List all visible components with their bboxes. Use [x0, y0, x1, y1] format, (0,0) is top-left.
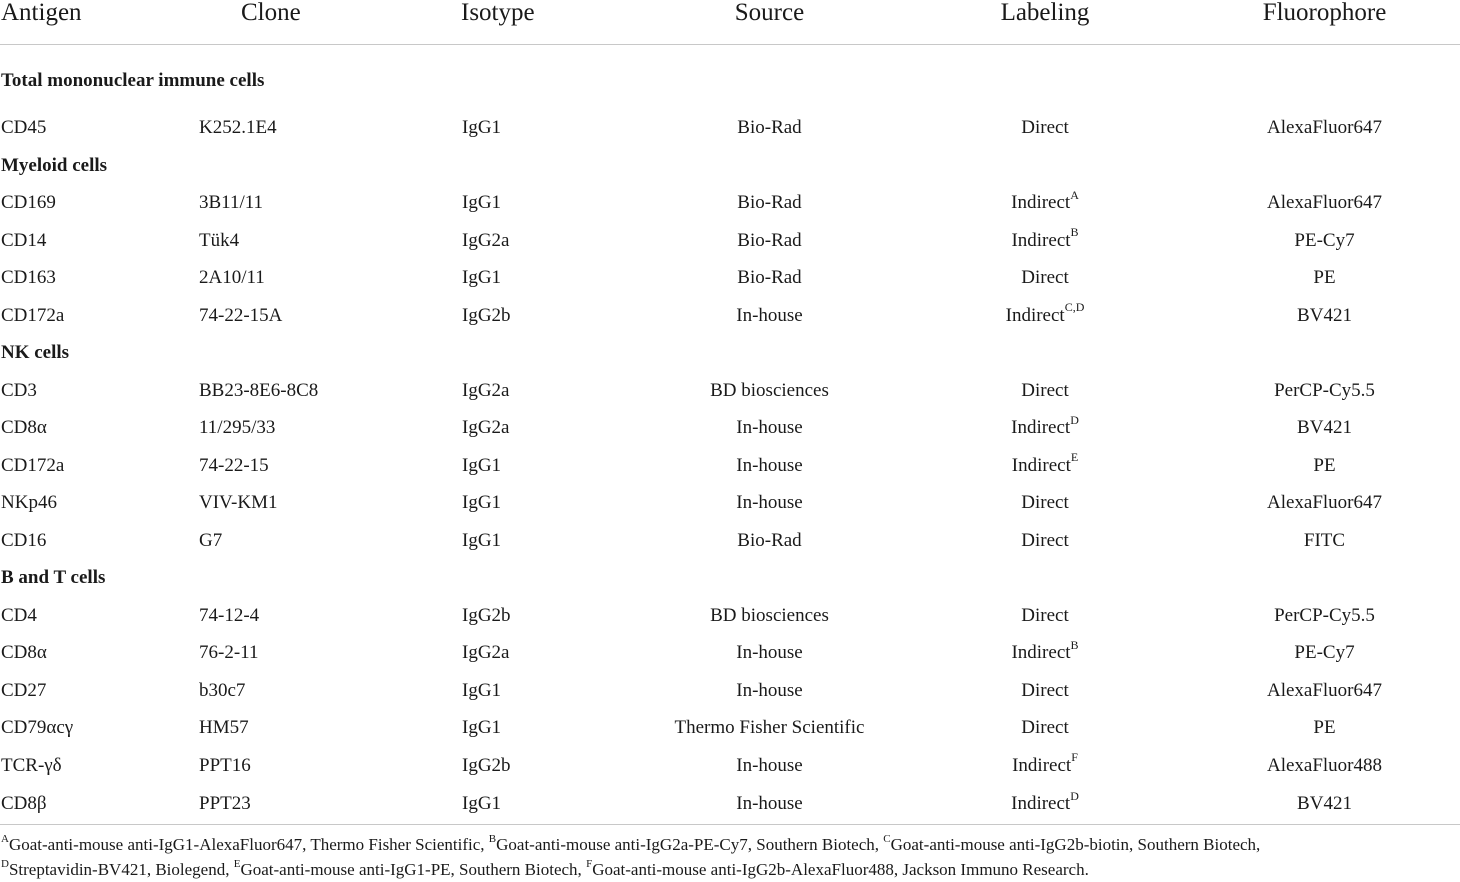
- cell-isotype: IgG2a: [462, 417, 510, 438]
- footnote-text: Streptavidin-BV421, Biolegend,: [8, 860, 234, 879]
- cell-source: In-house: [736, 754, 803, 776]
- cell-antigen: CD27: [1, 679, 47, 701]
- cell-labeling: [901, 222, 1189, 260]
- table-row: [0, 297, 1460, 335]
- cell-antigen: CD45: [1, 117, 47, 138]
- cell-fluorophore: PE-Cy7: [1294, 229, 1355, 251]
- cell-isotype: IgG1: [462, 492, 502, 513]
- cell-isotype: IgG2a: [462, 379, 510, 401]
- table-row: [0, 409, 1460, 447]
- labeling-text: Indirect: [1011, 192, 1071, 213]
- cell-isotype: IgG2b: [462, 754, 511, 776]
- cell-source: Thermo Fisher Scientific: [674, 717, 865, 738]
- cell-labeling: [901, 409, 1189, 447]
- group-title: Myeloid cells: [1, 154, 108, 176]
- cell-labeling: [901, 522, 1189, 560]
- group-row: [0, 559, 1460, 597]
- table-row: [0, 709, 1460, 747]
- cell-fluorophore: AlexaFluor488: [1266, 754, 1383, 776]
- cell-antigen: CD8β: [0, 784, 199, 825]
- cell-labeling: [901, 634, 1189, 672]
- cell-antigen: NKp46: [1, 492, 57, 513]
- cell-antigen: CD172a: [1, 454, 65, 476]
- cell-clone: Tük4: [199, 229, 240, 251]
- labeling-text: Direct: [1021, 492, 1069, 513]
- header-clone: Clone: [199, 0, 461, 45]
- cell-isotype: IgG1: [462, 529, 502, 551]
- labeling-text: Indirect: [1012, 754, 1072, 776]
- cell-clone: BB23-8E6-8C8: [199, 379, 319, 401]
- cell-source: Bio-Rad: [737, 529, 802, 551]
- cell-clone: 74-12-4: [199, 604, 260, 626]
- table-row: [0, 484, 1460, 522]
- cell-clone: b30c7: [199, 679, 246, 701]
- footnote-mark: E: [233, 858, 241, 871]
- header-source: Source: [638, 0, 901, 45]
- footnote-mark: F: [586, 858, 593, 871]
- labeling-text: Direct: [1021, 529, 1069, 551]
- footnote-mark: C: [883, 833, 891, 846]
- footnote-line-1: [1, 832, 1460, 857]
- table-row: [0, 522, 1460, 560]
- group-title: NK cells: [1, 342, 70, 363]
- footnote-line-2: [1, 857, 1460, 882]
- table-footnote: [1, 832, 1460, 882]
- cell-isotype: IgG2b: [462, 304, 511, 326]
- cell-clone: 2A10/11: [199, 267, 265, 288]
- footnote-mark: B: [488, 833, 497, 846]
- cell-clone: PPT23: [199, 784, 461, 825]
- cell-fluorophore: PE: [1313, 267, 1336, 288]
- cell-source: In-house: [736, 417, 803, 438]
- cell-source: Bio-Rad: [737, 192, 802, 213]
- cell-fluorophore: PE: [1313, 454, 1336, 476]
- labeling-text: Direct: [1021, 679, 1069, 701]
- labeling-footnote-mark: B: [1070, 637, 1079, 652]
- cell-source: BD biosciences: [710, 604, 829, 626]
- header-antigen: Antigen: [0, 0, 199, 45]
- labeling-footnote-mark: A: [1070, 187, 1079, 202]
- table-row: [0, 597, 1460, 635]
- footnote-text: Goat-anti-mouse anti-IgG2b-AlexaFluor488, Jackson Immuno Research.: [592, 860, 1089, 879]
- labeling-text: Direct: [1021, 604, 1069, 626]
- cell-source: In-house: [736, 454, 803, 476]
- labeling-footnote-mark: D: [1070, 788, 1079, 803]
- cell-labeling: [901, 784, 1189, 825]
- cell-isotype: IgG1: [462, 192, 502, 213]
- labeling-footnote-mark: C,D: [1064, 300, 1085, 315]
- cell-antigen: CD8α: [1, 642, 47, 663]
- table-row: [0, 184, 1460, 222]
- cell-labeling: [901, 297, 1189, 335]
- labeling-footnote-mark: F: [1071, 750, 1078, 765]
- cell-isotype: IgG2a: [462, 229, 510, 251]
- labeling-text: Indirect: [1011, 793, 1071, 815]
- cell-fluorophore: BV421: [1189, 784, 1460, 825]
- cell-source: In-house: [736, 642, 803, 663]
- cell-clone: HM57: [199, 717, 249, 738]
- table-row: [0, 372, 1460, 410]
- cell-antigen: CD172a: [1, 304, 65, 326]
- cell-fluorophore: FITC: [1303, 529, 1346, 551]
- cell-labeling: [901, 184, 1189, 222]
- table-row: [0, 259, 1460, 297]
- table-row: [0, 447, 1460, 485]
- cell-labeling: [901, 747, 1189, 785]
- cell-fluorophore: AlexaFluor647: [1266, 192, 1383, 213]
- cell-clone: 74-22-15A: [199, 304, 283, 326]
- group-title: B and T cells: [1, 567, 106, 588]
- cell-source: In-house: [638, 784, 901, 825]
- cell-antigen: TCR-γδ: [1, 754, 62, 776]
- footnote-mark: A: [1, 833, 9, 846]
- cell-source: BD biosciences: [710, 379, 829, 401]
- cell-fluorophore: BV421: [1297, 304, 1352, 326]
- cell-antigen: CD163: [1, 267, 56, 288]
- header-fluorophore: Fluorophore: [1189, 0, 1460, 45]
- group-row: [0, 334, 1460, 372]
- cell-source: In-house: [736, 492, 803, 513]
- cell-labeling: [901, 672, 1189, 710]
- cell-labeling: [901, 709, 1189, 747]
- cell-antigen: CD169: [1, 192, 56, 213]
- header-isotype: Isotype: [461, 0, 638, 45]
- table-row: [0, 747, 1460, 785]
- table-row: [0, 222, 1460, 260]
- cell-isotype: IgG2a: [462, 642, 510, 663]
- labeling-footnote-mark: D: [1070, 412, 1079, 427]
- table-row: [0, 634, 1460, 672]
- header-row: [0, 0, 1460, 45]
- cell-isotype: IgG1: [462, 454, 502, 476]
- labeling-footnote-mark: E: [1070, 450, 1079, 465]
- labeling-text: Direct: [1021, 117, 1069, 138]
- cell-antigen: CD14: [1, 229, 47, 251]
- cell-fluorophore: PerCP-Cy5.5: [1274, 379, 1375, 401]
- labeling-text: Indirect: [1011, 642, 1071, 663]
- cell-labeling: [901, 484, 1189, 522]
- labeling-text: Direct: [1021, 717, 1069, 738]
- cell-antigen: CD4: [1, 604, 37, 626]
- footnote-text: Goat-anti-mouse anti-IgG1-PE, Southern Biotech,: [240, 860, 587, 879]
- cell-isotype: IgG1: [461, 784, 638, 825]
- footnote-text: Goat-anti-mouse anti-IgG2b-biotin, Southern Biotech,: [890, 835, 1261, 854]
- cell-clone: 11/295/33: [199, 417, 276, 438]
- footnote-text: Goat-anti-mouse anti-IgG2a-PE-Cy7, Southern Biotech,: [496, 835, 884, 854]
- cell-clone: 3B11/11: [199, 192, 264, 213]
- labeling-text: Direct: [1021, 267, 1069, 288]
- cell-fluorophore: AlexaFluor647: [1266, 492, 1383, 513]
- table-row: [0, 784, 1460, 825]
- cell-labeling: [901, 372, 1189, 410]
- table-row: [0, 672, 1460, 710]
- cell-clone: VIV-KM1: [199, 492, 278, 513]
- table-header: [0, 0, 1460, 45]
- cell-fluorophore: AlexaFluor647: [1266, 117, 1383, 138]
- table-row: [0, 109, 1460, 147]
- cell-fluorophore: PerCP-Cy5.5: [1274, 604, 1375, 626]
- cell-clone: PPT16: [199, 754, 251, 776]
- cell-isotype: IgG2b: [462, 604, 511, 626]
- cell-labeling: [901, 259, 1189, 297]
- group-title: Total mononuclear immune cells: [1, 70, 265, 91]
- cell-antigen: CD3: [1, 379, 37, 401]
- group-row: [0, 45, 1460, 110]
- cell-clone: G7: [199, 529, 223, 551]
- cell-fluorophore: BV421: [1297, 417, 1352, 438]
- header-labeling: Labeling: [901, 0, 1189, 45]
- cell-source: In-house: [736, 304, 803, 326]
- footnote-text: Goat-anti-mouse anti-IgG1-AlexaFluor647, Thermo Fisher Scientific,: [8, 835, 489, 854]
- cell-source: Bio-Rad: [737, 229, 802, 251]
- cell-source: Bio-Rad: [737, 267, 802, 288]
- footnote-mark: D: [1, 858, 9, 871]
- cell-isotype: IgG1: [462, 267, 502, 288]
- labeling-text: Indirect: [1011, 454, 1071, 476]
- labeling-text: Indirect: [1011, 229, 1071, 251]
- cell-labeling: [901, 447, 1189, 485]
- labeling-text: Indirect: [1011, 417, 1071, 438]
- cell-isotype: IgG1: [462, 117, 502, 138]
- cell-labeling: [901, 109, 1189, 147]
- labeling-footnote-mark: B: [1070, 225, 1079, 240]
- group-row: [0, 147, 1460, 185]
- table-body: [0, 45, 1460, 825]
- cell-fluorophore: PE-Cy7: [1294, 642, 1355, 663]
- cell-labeling: [901, 597, 1189, 635]
- cell-fluorophore: AlexaFluor647: [1266, 679, 1383, 701]
- cell-antigen: CD16: [1, 529, 47, 551]
- cell-isotype: IgG1: [462, 717, 502, 738]
- cell-antigen: CD79αcγ: [1, 717, 74, 738]
- cell-source: Bio-Rad: [737, 117, 802, 138]
- cell-antigen: CD8α: [1, 417, 47, 438]
- cell-clone: K252.1E4: [199, 117, 277, 138]
- cell-source: In-house: [736, 679, 803, 701]
- cell-clone: 76-2-11: [199, 642, 259, 663]
- labeling-text: Indirect: [1005, 304, 1065, 326]
- labeling-text: Direct: [1021, 379, 1069, 401]
- cell-clone: 74-22-15: [199, 454, 269, 476]
- cell-fluorophore: PE: [1313, 717, 1336, 738]
- cell-isotype: IgG1: [462, 679, 502, 701]
